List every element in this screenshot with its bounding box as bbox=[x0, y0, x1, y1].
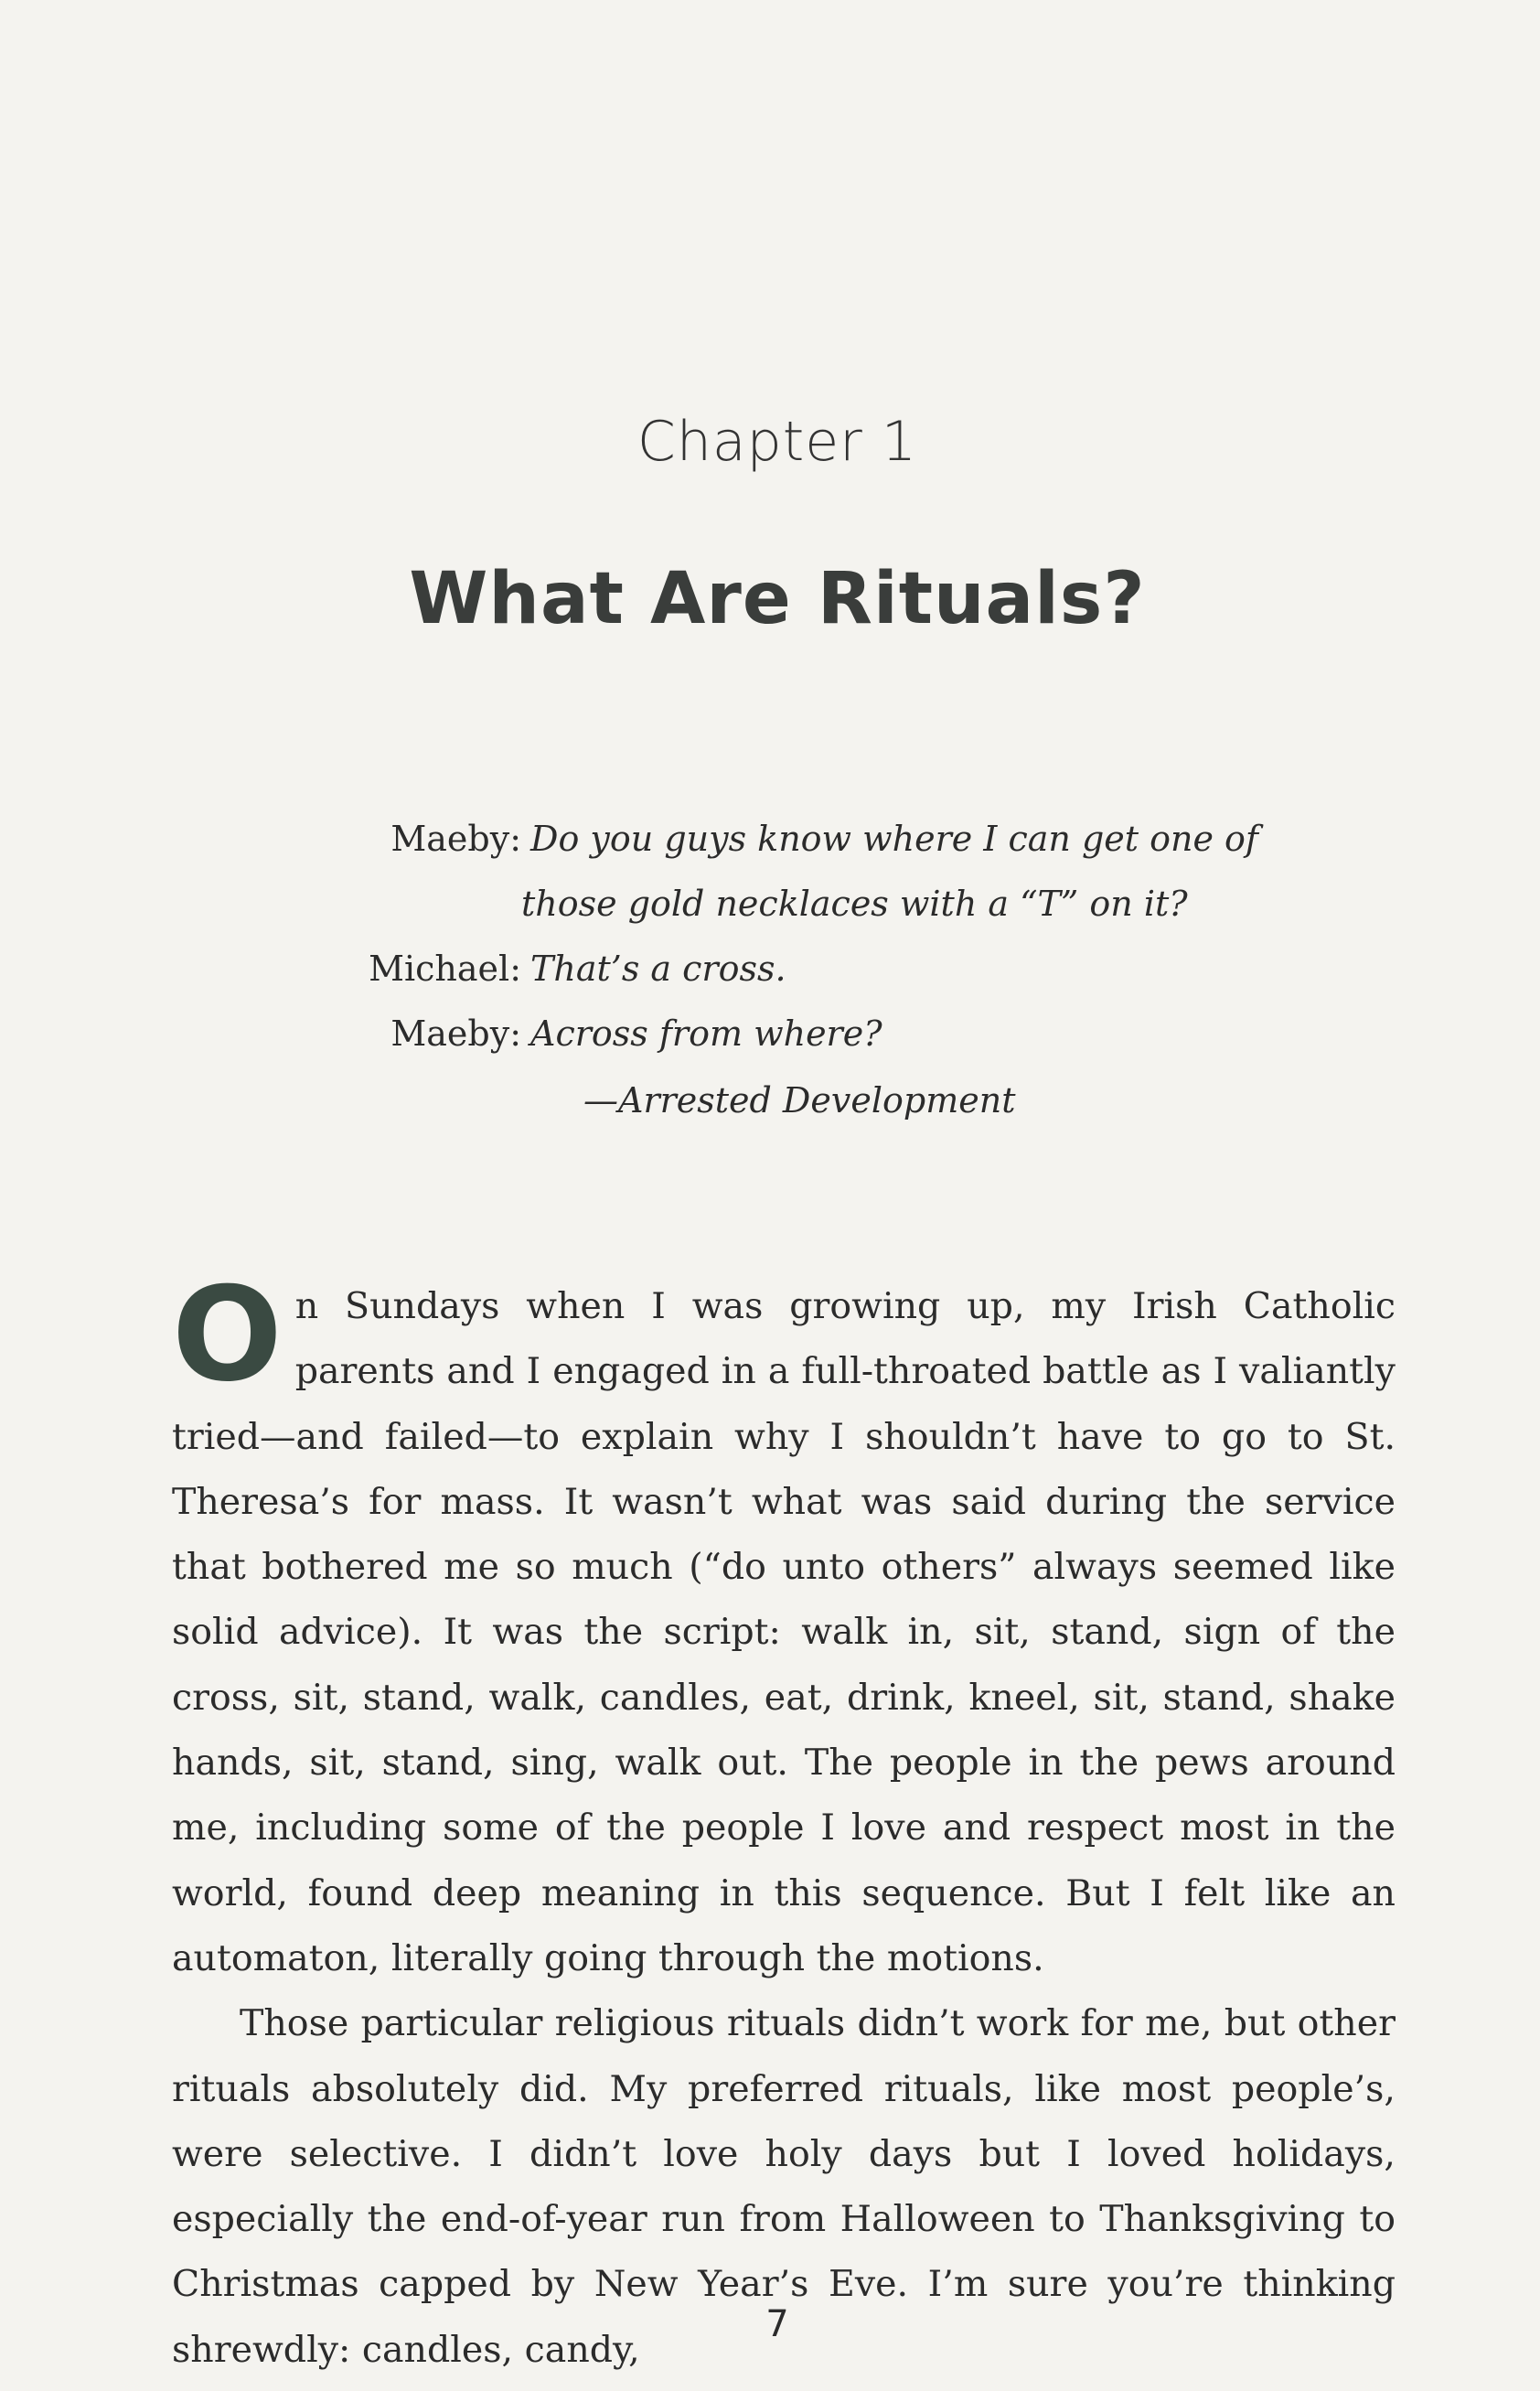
chapter-title: What Are Rituals? bbox=[409, 558, 1146, 640]
drop-cap: O bbox=[172, 1260, 283, 1410]
epigraph-quote: That’s a cross. bbox=[530, 949, 786, 989]
epigraph-line bbox=[348, 807, 1262, 872]
paragraph-1-text: n Sundays when I was growing up, my Irish Catholic parents and I engaged in a full-throated battle as I valiantly tried—and failed—to explain why I shouldn’t have to go to St. Theresa’s for mass. It wasn’t what was said during the service that bothered me so much (“do unto others” always seemed like solid advice). It was the script: walk in, sit, stand, sign of the cross, sit, stand, walk, candles, eat, drink, kneel, sit, stand, shake hands, sit, stand, sing, walk out. The people in the pews around me, including some of the people I love and respect most in the world, found deep meaning in this sequence. But I felt like an automaton, literally going through the motions. bbox=[172, 1285, 1396, 1979]
epigraph-speaker: Maeby: bbox=[390, 1013, 521, 1054]
paragraph-1 bbox=[172, 1260, 1396, 1991]
epigraph-source: —Arrested Development bbox=[583, 1080, 1016, 1120]
epigraph-quote-continued: those gold necklaces with a “T” on it? bbox=[521, 884, 1188, 924]
body-text bbox=[172, 1260, 1396, 2383]
epigraph-speaker: Maeby: bbox=[390, 819, 521, 859]
epigraph bbox=[348, 807, 1262, 1133]
paragraph-2: Those particular religious rituals didn’t work for me, but other rituals absolutely did. My preferred rituals, like most people’s, were selective. I didn’t love holy days but I loved holidays, especially the end-of-year run from Halloween to Thanksgiving to Christmas capped by New Year’s Eve. I’m sure you’re thinking shrewdly: candles, candy, bbox=[172, 2002, 1396, 2371]
epigraph-quote: Do you guys know where I can get one of bbox=[530, 819, 1258, 859]
epigraph-quote: Across from where? bbox=[530, 1013, 882, 1054]
epigraph-line bbox=[348, 1002, 1262, 1067]
epigraph-speaker: Michael: bbox=[369, 949, 521, 989]
page-number: 7 bbox=[765, 2303, 789, 2345]
epigraph-line bbox=[348, 937, 1262, 1002]
chapter-label: Chapter 1 bbox=[636, 410, 918, 474]
